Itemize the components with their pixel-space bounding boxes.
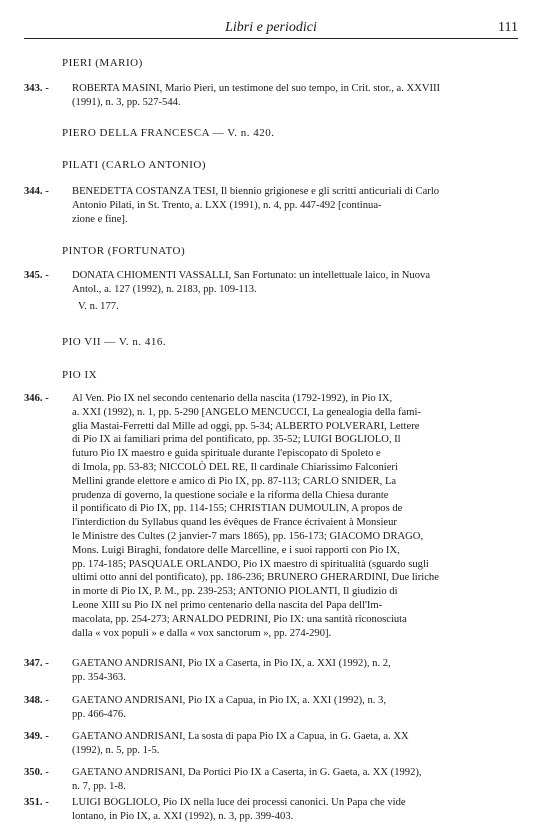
entry-345 bbox=[24, 269, 506, 297]
entry-348 bbox=[24, 694, 506, 722]
entry-line: BENEDETTA COSTANZA TESI, Il biennio grigionese e gli scritti anticuriali di Carlo bbox=[72, 186, 440, 197]
entry-line: lontano, in Pio IX, a. XXI (1992), n. 3, pp. 399-403. bbox=[72, 810, 294, 822]
entry-347 bbox=[24, 657, 506, 685]
entry-line: (1992), n. 5, pp. 1-5. bbox=[72, 744, 160, 756]
section-heading-pio-vii: PIO VII — V. n. 416. bbox=[62, 336, 167, 348]
entry-line: futuro Pio IX maestro e guida spirituale durante l'episcopato di Spoleto e bbox=[72, 448, 381, 460]
entry-line: GAETANO ANDRISANI, La sosta di papa Pio IX a Capua, in G. Gaeta, a. XX bbox=[72, 731, 409, 742]
entry-line: DONATA CHIOMENTI VASSALLI, San Fortunato: un intellettuale laico, in Nuova bbox=[72, 270, 431, 281]
section-heading-pio-ix: PIO IX bbox=[62, 369, 98, 381]
entry-line: di Pio IX ai familiari prima del pontificato, pp. 35-52; LUIGI BOGLIOLO, Il bbox=[72, 434, 401, 446]
entry-line: dalla « vox populi » e dalla « vox sanctorum », pp. 274-290]. bbox=[72, 627, 332, 639]
section-heading-piero: PIERO DELLA FRANCESCA — V. n. 420. bbox=[62, 127, 275, 139]
entry-line: GAETANO ANDRISANI, Pio IX a Capua, in Pio IX, a. XXI (1992), n. 3, bbox=[72, 695, 386, 706]
entry-number: 343. - bbox=[24, 83, 49, 94]
entry-number: 349. - bbox=[24, 731, 49, 742]
entry-line: il pontificato di Pio IX, pp. 114-155; CHRISTIAN DUMOULIN, A propos de bbox=[72, 503, 403, 515]
entry-line: (1991), n. 3, pp. 527-544. bbox=[72, 96, 181, 108]
entry-line: Antonio Pilati, in St. Trento, a. LXX (1991), n. 4, pp. 447-492 [continua- bbox=[72, 199, 382, 211]
section-heading-pilati: PILATI (CARLO ANTONIO) bbox=[62, 159, 207, 171]
entry-346 bbox=[24, 392, 506, 640]
entry-line: di Imola, pp. 53-83; NICCOLÒ DEL RE, Il cardinale Chiarissimo Falconieri bbox=[72, 461, 398, 473]
entry-line: a. XXI (1992), n. 1, pp. 5-290 [ANGELO MENCUCCI, La genealogia della fami- bbox=[72, 406, 421, 418]
entry-line: le Ministre des Cultes (2 janvier-7 mars 1865), pp. 156-173; GIACOMO DRAGO, bbox=[72, 530, 424, 542]
entry-line: pp. 466-476. bbox=[72, 708, 126, 720]
entry-line: zione e fine]. bbox=[72, 213, 128, 225]
entry-350 bbox=[24, 766, 506, 794]
entry-line: in morte di Pio IX, P. M., pp. 239-253; ANTONIO PIOLANTI, Il giudizio di bbox=[72, 586, 398, 598]
entry-line: ultimi otto anni del pontificato), pp. 186-236; BRUNERO GHERARDINI, Due liriche bbox=[72, 572, 439, 584]
entry-343 bbox=[24, 82, 506, 110]
entry-line: Leone XIII su Pio IX nel primo centenario della nascita del Papa dell'Im- bbox=[72, 599, 383, 611]
entry-number: 351. - bbox=[24, 797, 49, 808]
header-title: Libri e periodici bbox=[225, 20, 317, 35]
entry-line: glia Mastai-Ferretti dal Mille ad oggi, pp. 5-34; ALBERTO POLVERARI, Lettere bbox=[72, 420, 420, 432]
entry-line: pp. 354-363. bbox=[72, 671, 126, 683]
entry-line: pp. 174-185; PASQUALE ORLANDO, Pio IX maestro di spiritualità (sguardo sugli bbox=[72, 558, 429, 570]
entry-line: ROBERTA MASINI, Mario Pieri, un testimone del suo tempo, in Crit. stor., a. XXVIII bbox=[72, 83, 441, 94]
entry-number: 346. - bbox=[24, 393, 49, 404]
entry-line: LUIGI BOGLIOLO, Pio IX nella luce dei processi canonici. Un Papa che vide bbox=[72, 797, 406, 808]
entry-line: macolata, pp. 254-273; ARNALDO PEDRINI, Pio IX: una santità riconosciuta bbox=[72, 613, 407, 625]
entry-line: Antol., a. 127 (1992), n. 2183, pp. 109-113. bbox=[72, 283, 257, 295]
page-number: 111 bbox=[498, 20, 518, 35]
entry-line: n. 7, pp. 1-8. bbox=[72, 780, 126, 792]
entry-line: GAETANO ANDRISANI, Da Portici Pio IX a Caserta, in G. Gaeta, a. XX (1992), bbox=[72, 767, 422, 778]
entry-number: 350. - bbox=[24, 767, 49, 778]
entry-344 bbox=[24, 185, 506, 226]
entry-line: GAETANO ANDRISANI, Pio IX a Caserta, in Pio IX, a. XXI (1992), n. 2, bbox=[72, 658, 391, 669]
running-header bbox=[24, 20, 518, 39]
entry-line: Al Ven. Pio IX nel secondo centenario della nascita (1792-1992), in Pio IX, bbox=[72, 393, 393, 404]
entry-number: 347. - bbox=[24, 658, 49, 669]
section-heading-pieri: PIERI (MARIO) bbox=[62, 57, 143, 69]
entry-number: 345. - bbox=[24, 270, 49, 281]
entry-line: l'interdiction du Syllabus quand les évêques de France écrivaient à Monsieur bbox=[72, 517, 397, 529]
entry-number: 344. - bbox=[24, 186, 49, 197]
entry-line: prudenza di governo, la questione sociale e la riforma della Chiesa durante bbox=[72, 489, 389, 501]
entry-number: 348. - bbox=[24, 695, 49, 706]
entry-351 bbox=[24, 796, 506, 824]
entry-line: Mellini grande elettore e amico di Pio IX, pp. 87-113; CARLO SNIDER, La bbox=[72, 475, 397, 487]
entry-line: Mons. Luigi Biraghi, fondatore delle Marcelline, e i suoi rapporti con Pio IX, bbox=[72, 544, 400, 556]
section-heading-pintor: PINTOR (FORTUNATO) bbox=[62, 245, 186, 257]
entry-349 bbox=[24, 730, 506, 758]
entry-345-xref: V. n. 177. bbox=[78, 301, 119, 312]
